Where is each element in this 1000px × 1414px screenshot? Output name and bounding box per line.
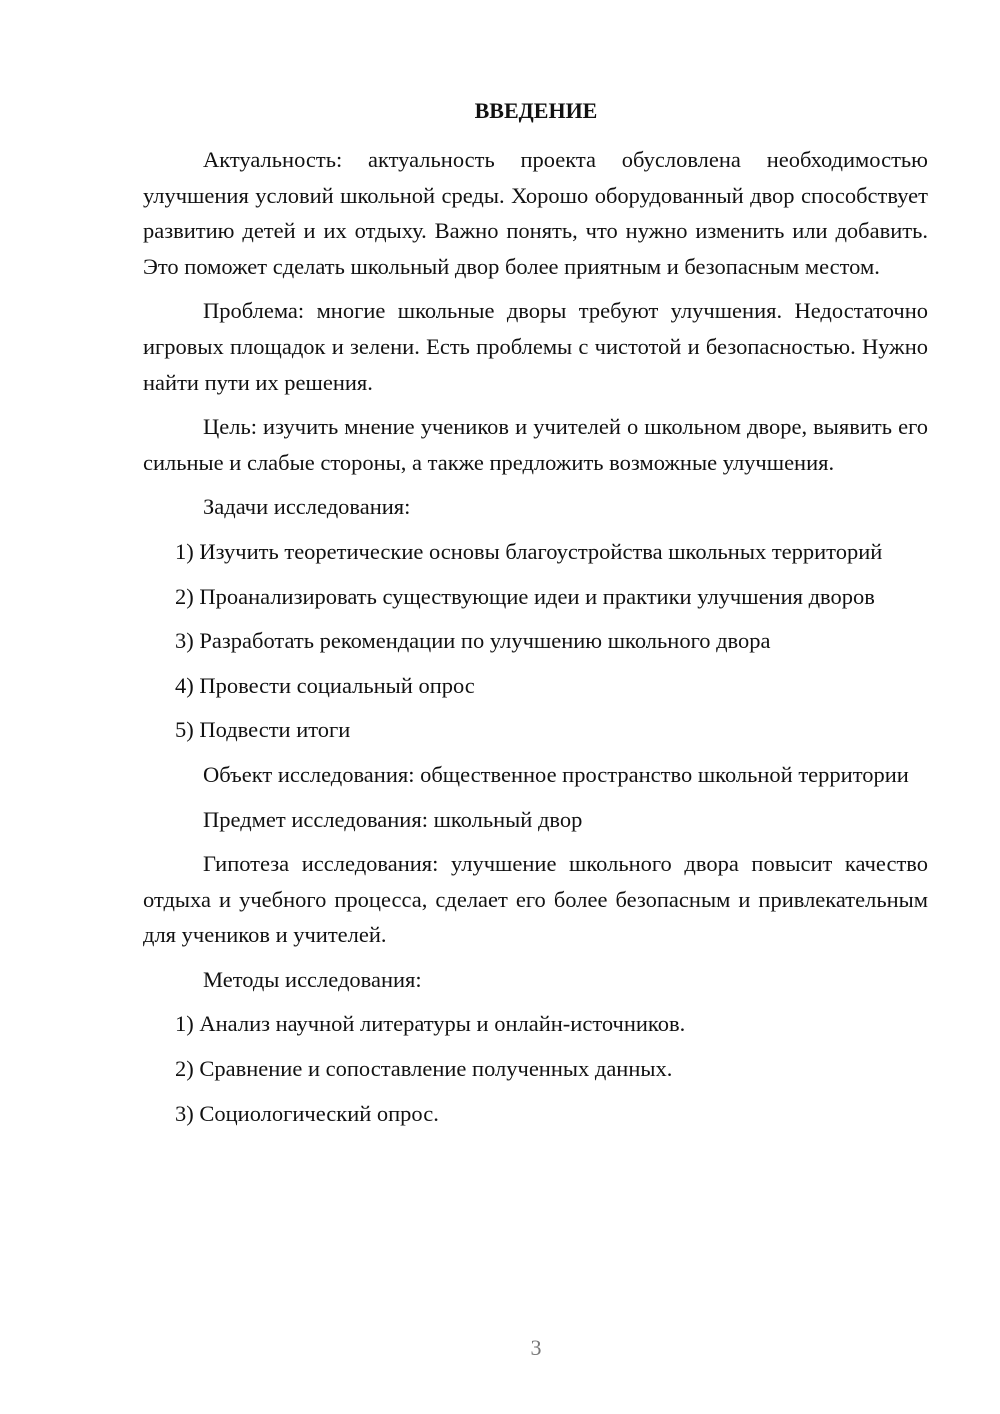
- task-item-2: 2) Проанализировать существующие идеи и практики улучшения дворов: [175, 583, 875, 609]
- document-body: [143, 142, 928, 1140]
- task-item-4: 4) Провести социальный опрос: [175, 672, 475, 698]
- page-number: 3: [530, 1335, 542, 1360]
- section-heading: ВВЕДЕНИЕ: [474, 98, 598, 123]
- goal-paragraph: Цель: изучить мнение учеников и учителей о школьном дворе, выявить его сильные и слабые стороны, а также предложить возможные улучшения.: [143, 414, 928, 475]
- task-item-1: 1) Изучить теоретические основы благоустройства школьных территорий: [175, 538, 883, 564]
- task-item-5: 5) Подвести итоги: [175, 717, 351, 743]
- methods-heading: Методы исследования:: [203, 966, 422, 992]
- relevance-paragraph: Актуальность: актуальность проекта обусловлена необходимостью улучшения условий школьной среды. Хорошо оборудованный двор способствует развитию детей и их отдыху. Важно понять, что нужно изменить или добавить. Это поможет сделать школьный двор более приятным и безопасным местом.: [143, 147, 928, 279]
- method-item-1: 1) Анализ научной литературы и онлайн-источников.: [175, 1011, 686, 1037]
- method-item-3: 3) Социологический опрос.: [175, 1100, 439, 1126]
- method-item-2: 2) Сравнение и сопоставление полученных данных.: [175, 1056, 673, 1082]
- subject-paragraph: Предмет исследования: школьный двор: [203, 806, 583, 832]
- object-paragraph: Объект исследования: общественное пространство школьной территории: [203, 761, 909, 787]
- problem-paragraph: Проблема: многие школьные дворы требуют улучшения. Недостаточно игровых площадок и зелени. Есть проблемы с чистотой и безопасностью. Нужно найти пути их решения.: [143, 298, 928, 395]
- tasks-heading: Задачи исследования:: [203, 494, 411, 520]
- hypothesis-paragraph: Гипотеза исследования: улучшение школьного двора повысит качество отдыха и учебного процесса, сделает его более безопасным и привлекательным для учеников и учителей.: [143, 851, 928, 948]
- task-item-3: 3) Разработать рекомендации по улучшению школьного двора: [175, 628, 771, 654]
